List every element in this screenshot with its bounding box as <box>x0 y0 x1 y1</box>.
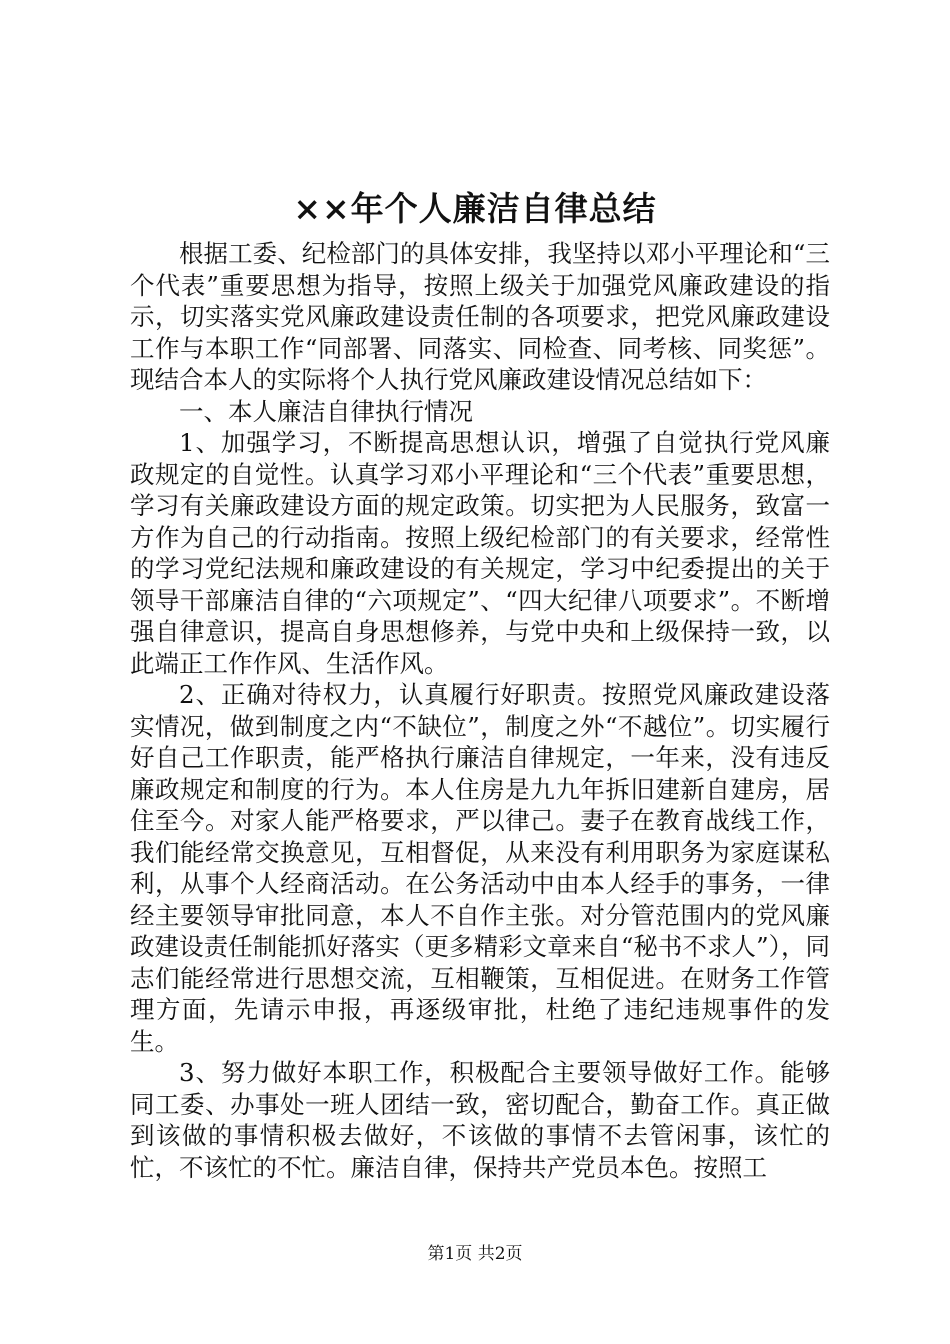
document-title: ××年个人廉洁自律总结 <box>293 189 657 228</box>
page-footer: 第1页 共2页 <box>427 1244 523 1264</box>
document-body <box>130 238 830 1183</box>
paragraph-item-1: 1、加强学习，不断提高思想认识，增强了自觉执行党风廉政规定的自觉性。认真学习邓小平理论和“三个代表”重要思想，学习有关廉政建设方面的规定政策。切实把为人民服务，致富一方作为自己的行动指南。按照上级纪检部门的有关要求，经常性的学习党纪法规和廉政建设的有关规定，学习中纪委提出的关于领导干部廉洁自律的“六项规定”、“四大纪律八项要求”。不断增强自律意识，提高自身思想修养，与党中央和上级保持一致，以此端正工作作风、生活作风。 <box>130 428 830 678</box>
paragraph-item-2: 2、正确对待权力，认真履行好职责。按照党风廉政建设落实情况，做到制度之内“不缺位”，制度之外“不越位”。切实履行好自己工作职责，能严格执行廉洁自律规定，一年来，没有违反廉政规定和制度的行为。本人住房是九九年拆旧建新自建房，居住至今。对家人能严格要求，严以律己。妻子在教育战线工作，我们能经常交换意见，互相督促，从来没有利用职务为家庭谋私利，从事个人经商活动。在公务活动中由本人经手的事务，一律经主要领导审批同意，本人不自作主张。对分管范围内的党风廉政建设责任制能抓好落实（更多精彩文章来自“秘书不求人”），同志们能经常进行思想交流，互相鞭策，互相促进。在财务工作管理方面，先请示申报，再逐级审批，杜绝了违纪违规事件的发生。 <box>130 680 830 1056</box>
paragraph-item-3: 3、努力做好本职工作，积极配合主要领导做好工作。能够同工委、办事处一班人团结一致，密切配合，勤奋工作。真正做到该做的事情积极去做好，不该做的事情不去管闲事，该忙的忙，不该忙的不忙。廉洁自律，保持共产党员本色。按照工 <box>130 1058 830 1182</box>
section-heading: 一、本人廉洁自律执行情况 <box>179 396 473 426</box>
paragraph-intro: 根据工委、纪检部门的具体安排，我坚持以邓小平理论和“三个代表”重要思想为指导，按照上级关于加强党风廉政建设的指示，切实落实党风廉政建设责任制的各项要求，把党风廉政建设工作与本职工作“同部署、同落实、同检查、同考核、同奖惩”。现结合本人的实际将个人执行党风廉政建设情况总结如下： <box>130 239 830 394</box>
